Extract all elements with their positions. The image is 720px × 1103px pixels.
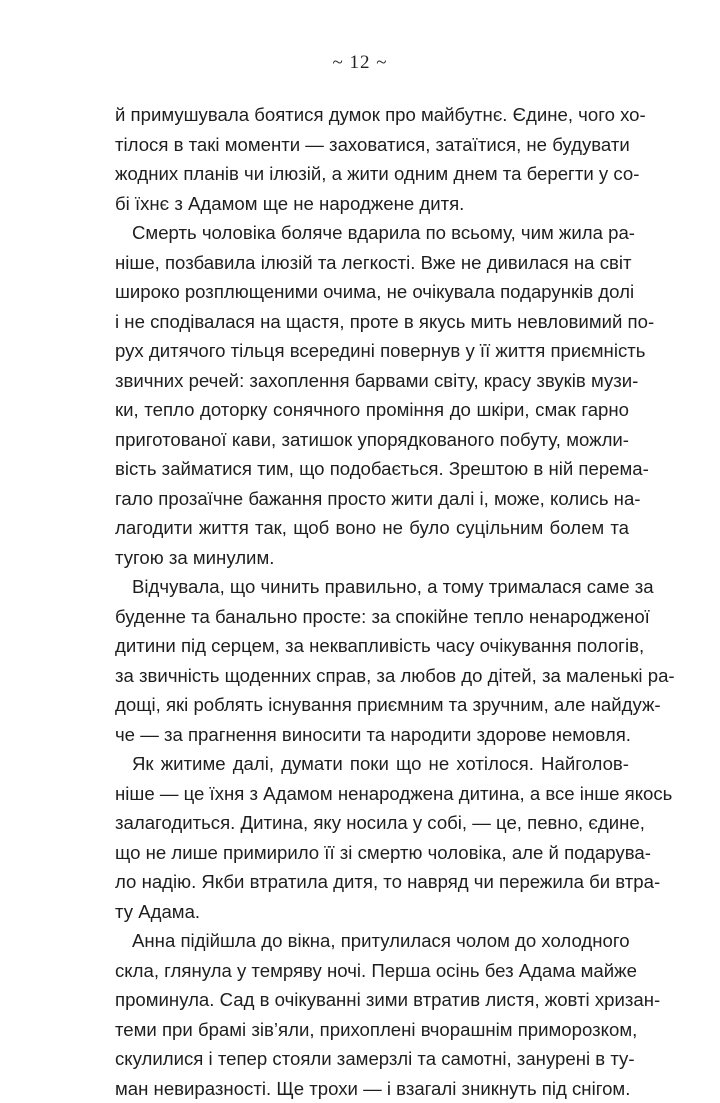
text-line: жодних планів чи ілюзій, а жити одним днем та берегти у со- (115, 159, 629, 189)
text-line: Анна підійшла до вікна, притулилася чолом до холодного (115, 926, 629, 956)
text-line: тугою за минулим. (115, 543, 629, 573)
text-line: рух дитячого тільця всередині повернув у її життя приємність (115, 336, 629, 366)
paragraph-3 (115, 572, 629, 749)
text-line: ки, тепло доторку сонячного проміння до шкіри, смак гарно (115, 395, 629, 425)
text-line: й примушувала боятися думок про майбутнє. Єдине, чого хо- (115, 100, 629, 130)
text-line: широко розплющеними очима, не очікувала подарунків долі (115, 277, 629, 307)
text-line: лагодити життя так, щоб воно не було суцільним болем та (115, 513, 629, 543)
text-line: буденне та банально просте: за спокійне тепло ненародженої (115, 602, 629, 632)
text-line: тілося в такі моменти — заховатися, затаїтися, не будувати (115, 130, 629, 160)
paragraph-2 (115, 218, 629, 572)
text-line: за звичність щоденних справ, за любов до дітей, за маленькі ра- (115, 661, 629, 691)
text-line: що не лише примирило її зі смертю чоловіка, але й подарува- (115, 838, 629, 868)
text-line: че — за прагнення виносити та народити здорове немовля. (115, 720, 629, 750)
paragraph-5 (115, 926, 629, 1103)
text-line: ту Адама. (115, 897, 629, 927)
text-line: Як житиме далі, думати поки що не хотілося. Найголов- (115, 749, 629, 779)
text-line: Відчувала, що чинить правильно, а тому трималася саме за (115, 572, 629, 602)
text-line: дощі, які роблять існування приємним та зручним, але найдуж- (115, 690, 629, 720)
text-line: і не сподівалася на щастя, проте в якусь мить невловимий по- (115, 307, 629, 337)
paragraph-1 (115, 100, 629, 218)
text-line: проминула. Сад в очікуванні зими втратив листя, жовті хризан- (115, 985, 629, 1015)
text-line: звичних речей: захоплення барвами світу, красу звуків музи- (115, 366, 629, 396)
text-line: приготованої кави, затишок упорядкованого побуту, можли- (115, 425, 629, 455)
text-line: гало прозаїчне бажання просто жити далі і, може, колись на- (115, 484, 629, 514)
text-line: ніше — це їхня з Адамом ненароджена дитина, а все інше якось (115, 779, 629, 809)
text-line: ло надію. Якби втратила дитя, то навряд чи пережила би втра- (115, 867, 629, 897)
text-line: вість займатися тим, що подобається. Зрештою в ній перема- (115, 454, 629, 484)
text-line: залагодиться. Дитина, яку носила у собі, — це, певно, єдине, (115, 808, 629, 838)
text-line: дитини під серцем, за неквапливість часу очікування пологів, (115, 631, 629, 661)
paragraph-4 (115, 749, 629, 926)
text-line: теми при брамі зів’яли, прихоплені вчорашнім приморозком, (115, 1015, 629, 1045)
text-line: скулилися і тепер стояли замерзлі та самотні, занурені в ту- (115, 1044, 629, 1074)
text-line: Смерть чоловіка боляче вдарила по всьому, чим жила ра- (115, 218, 629, 248)
text-line: скла, глянула у темряву ночі. Перша осінь без Адама майже (115, 956, 629, 986)
body-text (115, 100, 629, 1103)
page-number: ~ 12 ~ (0, 52, 720, 74)
text-line: ніше, позбавила ілюзій та легкості. Вже не дивилася на світ (115, 248, 629, 278)
text-line: бі їхнє з Адамом ще не народжене дитя. (115, 189, 629, 219)
text-line: ман невиразності. Ще трохи — і взагалі зникнуть під снігом. (115, 1074, 629, 1103)
